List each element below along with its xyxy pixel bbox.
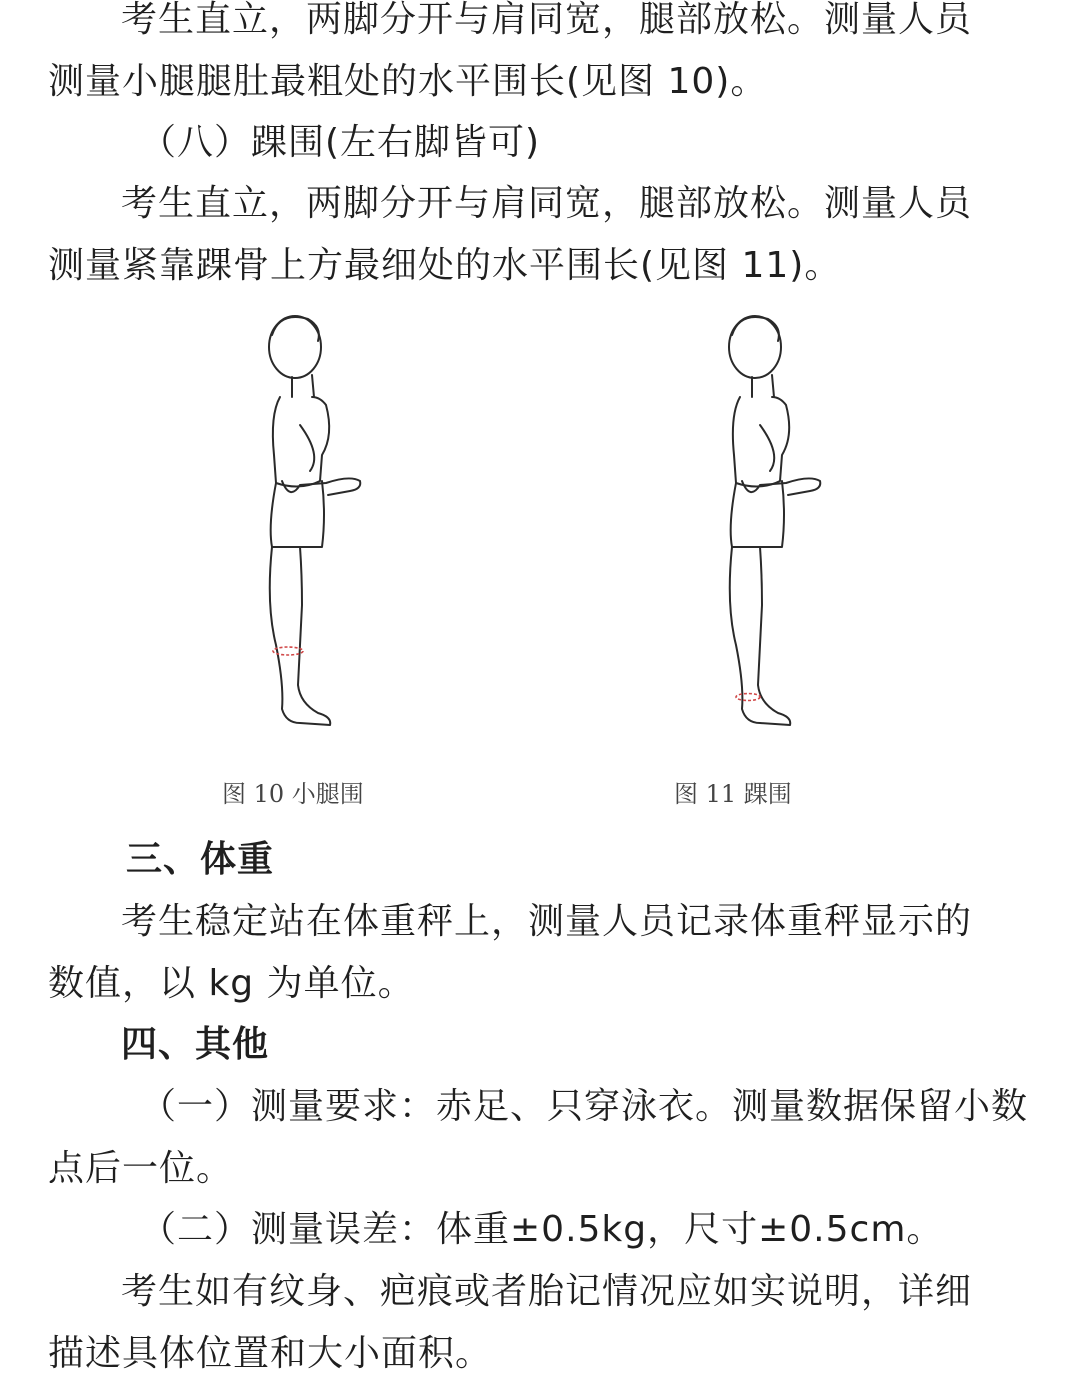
section-4-title: 四、其他 xyxy=(121,1024,270,1065)
section-4-note-line1: 考生如有纹身、疤痕或者胎记情况应如实说明，详细 xyxy=(121,1271,973,1312)
figure-10-illustration xyxy=(230,305,400,735)
section-4-note-line2: 描述具体位置和大小面积。 xyxy=(48,1333,493,1374)
section-4-error: （二）测量误差：体重±0.5kg，尺寸±0.5cm。 xyxy=(140,1209,944,1250)
section-3-title: 三、体重 xyxy=(126,839,275,880)
figure-11-illustration xyxy=(690,305,860,735)
section-4-req-line2: 点后一位。 xyxy=(48,1148,234,1189)
heading-ankle: （八）踝围(左右脚皆可) xyxy=(140,122,541,163)
section-3-line2: 数值，以 kg 为单位。 xyxy=(48,963,415,1004)
section-4-req-line1: （一）测量要求：赤足、只穿泳衣。测量数据保留小数 xyxy=(140,1086,1029,1127)
paragraph-ankle-line2: 测量紧靠踝骨上方最细处的水平围长(见图 11)。 xyxy=(48,245,842,286)
paragraph-ankle-line1: 考生直立，两脚分开与肩同宽，腿部放松。测量人员 xyxy=(121,183,973,224)
paragraph-calf-line2: 测量小腿腿肚最粗处的水平围长(见图 10)。 xyxy=(48,61,768,102)
paragraph-calf-line1: 考生直立，两脚分开与肩同宽，腿部放松。测量人员 xyxy=(121,0,973,40)
figure-11-caption: 图 11 踝围 xyxy=(674,780,792,808)
section-3-line1: 考生稳定站在体重秤上，测量人员记录体重秤显示的 xyxy=(121,901,973,942)
figure-10-caption: 图 10 小腿围 xyxy=(222,780,364,808)
